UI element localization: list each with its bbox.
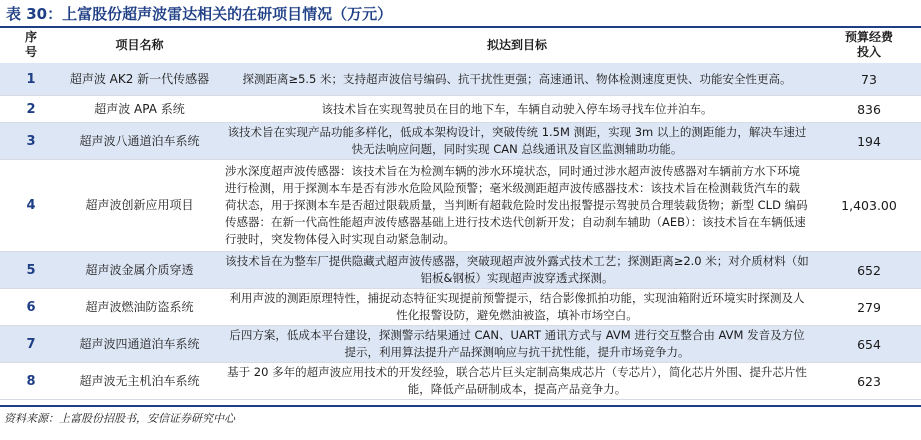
source-note: 资料来源：上富股份招股书，安信证券研究中心 (4, 412, 235, 425)
project-investment: 652 (857, 262, 881, 278)
header-goal: 拟达到目标 (486, 37, 547, 52)
row-number: 5 (26, 262, 36, 278)
project-name: 超声波 APA 系统 (94, 101, 185, 116)
project-goal: 利用声波的测距原理特性，捕捉动态特征实现提前预警提示，结合影像抓拍功能，实现油箱附近环境实时探测及人性化报警设防，避免燃油被盗，填补市场空白。 (229, 291, 805, 322)
table-row (0, 160, 921, 252)
bottom-rule (0, 405, 921, 407)
table-title: 表 30：上富股份超声波雷达相关的在研项目情况（万元） (6, 5, 393, 23)
table-row (0, 326, 921, 363)
project-goal: 探测距离≥5.5 米；支持超声波信号编码、抗干扰性更强；高速通讯、物体检测速度更快、功能安全性更高。 (242, 71, 792, 86)
project-name: 超声波 AK2 新一代传感器 (69, 71, 210, 86)
header-seq: 序 号 (24, 30, 37, 59)
header-investment: 预算经费 投入 (844, 30, 893, 59)
table-row (0, 123, 921, 160)
row-number: 4 (26, 198, 36, 213)
table-row (0, 252, 921, 289)
row-number: 2 (26, 101, 36, 117)
project-name: 超声波创新应用项目 (85, 198, 194, 212)
project-name: 超声波无主机泊车系统 (79, 373, 200, 388)
project-name: 超声波金属介质穿透 (85, 262, 194, 277)
table-row (0, 63, 921, 96)
table-row (0, 96, 921, 123)
header-name: 项目名称 (115, 37, 164, 52)
row-number: 3 (26, 133, 36, 149)
row-number: 7 (26, 336, 36, 352)
project-investment: 654 (857, 336, 881, 352)
table-body (0, 63, 921, 400)
project-goal: 该技术旨在实现驾驶员在目的地下车，车辆自动驶入停车场寻找车位并泊车。 (321, 101, 713, 116)
project-goal: 涉水深度超声波传感器：该技术旨在为检测车辆的涉水环境状态，同时通过涉水超声波传感器对车辆前方水下环境进行检测，用于探测本车是否有涉水危险风险预警；毫米级测距超声波传感器技术：该技术旨在检测载货汽车的载荷状态，用于探测本车是否超过限载质量，当判断有超载危险时发出报警提示驾驶员合理装载货物；新型 CLD 编码传感器：在新一代高性能超声波传感器基础上进行技术迭代创新开发；自动刹车辅助（AEB）：该技术旨在车辆低速行驶时，突发物体侵入时实现自动紧急制动。 (225, 164, 808, 246)
row-number: 8 (26, 373, 36, 389)
table-header (0, 28, 921, 62)
project-investment: 1,403.00 (841, 198, 897, 213)
project-name: 超声波四通道泊车系统 (79, 336, 200, 351)
project-goal: 该技术旨在为整车厂提供隐藏式超声波传感器，突破现超声波外露式技术工艺；探测距离≥2.0 米；对介质材料（如铝板&钢板）实现超声波穿透式探测。 (225, 254, 809, 285)
table-row (0, 363, 921, 400)
project-goal: 基于 20 多年的超声波应用技术的开发经验，联合芯片巨头定制高集成芯片（专芯片），简化芯片外围、提升芯片性能，降低产品研制成本，提高产品竞争力。 (227, 365, 807, 396)
project-goal: 后四方案，低成本平台建设，探测警示结果通过 CAN、UART 通讯方式与 AVM 进行交互整合由 AVM 发音及方位提示，利用算法提升产品探测响应与抗干扰性能，提升市场竞争力。 (229, 328, 805, 359)
project-investment: 194 (857, 133, 881, 149)
project-investment: 623 (857, 373, 881, 389)
project-investment: 73 (861, 71, 877, 87)
row-number: 6 (26, 299, 36, 315)
project-investment: 279 (857, 299, 881, 315)
row-number: 1 (26, 71, 36, 87)
project-goal: 该技术旨在实现产品功能多样化，低成本架构设计，突破传统 1.5M 测距，实现 3m 以上的测距能力，解决车速过快无法响应问题，同时实现 CAN 总线通讯及盲区监测辅助功能。 (227, 125, 807, 156)
project-name: 超声波燃油防盗系统 (85, 299, 194, 314)
project-investment: 836 (857, 101, 881, 117)
table-row (0, 289, 921, 326)
project-name: 超声波八通道泊车系统 (79, 133, 200, 148)
